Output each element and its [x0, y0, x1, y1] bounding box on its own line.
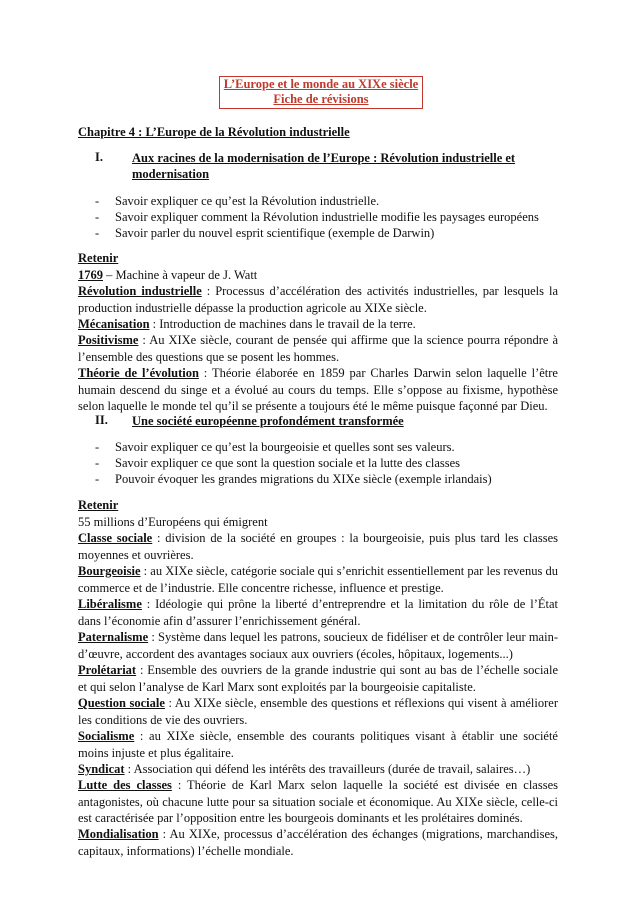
definition-text: : Introduction de machines dans le travail de la terre.	[149, 317, 416, 331]
title-box	[219, 76, 423, 109]
definition-term: Bourgeoisie	[78, 564, 141, 578]
definition-text: : Au XIXe, processus d’accélération des échanges (migrations, marchandises, capitaux, informations) l’échelle mondiale.	[78, 827, 558, 858]
definition-term: Syndicat	[78, 762, 125, 776]
definition	[78, 695, 558, 728]
section-2-number: II.	[95, 413, 108, 427]
definition-term: Mondialisation	[78, 827, 159, 841]
definition	[78, 777, 558, 827]
emigration-fact: 55 millions d’Européens qui émigrent	[78, 515, 268, 529]
definition	[78, 365, 558, 415]
definition	[78, 761, 558, 778]
definition	[78, 629, 558, 662]
definition-term: Révolution industrielle	[78, 284, 202, 298]
definition	[78, 662, 558, 695]
definition-term: Question sociale	[78, 696, 165, 710]
definition-term: Libéralisme	[78, 597, 142, 611]
definition	[78, 332, 558, 365]
bullet-text: Savoir expliquer ce qu’est la bourgeoisie et quelles sont ses valeurs.	[115, 440, 455, 454]
definition	[78, 267, 558, 284]
definition-text: : Processus d’accélération des activités industrielles, par lesquels la production industrielle dépasse la production agricole au XIXe siècle.	[78, 284, 558, 315]
definition-term: Paternalisme	[78, 630, 149, 644]
definition-text: : Ensemble des ouvriers de la grande industrie qui sont au bas de l’échelle sociale et qui selon l’analyse de Karl Marx sont exploités par la bourgeoisie capitaliste.	[78, 663, 558, 694]
definition	[78, 563, 558, 596]
definition-term: Théorie de l’évolution	[78, 366, 199, 380]
definition-term: 1769	[78, 268, 103, 282]
bullet-text: Savoir parler du nouvel esprit scientifique (exemple de Darwin)	[115, 226, 435, 240]
section-2-title: Une société européenne profondément transformée	[132, 414, 404, 428]
definition-text: : au XIXe siècle, catégorie sociale qui s’enrichit essentiellement par les revenus du commerce et de l’industrie. Elle concentre richesse, influence et prestige.	[78, 564, 558, 595]
definition	[78, 728, 558, 761]
chapter-heading: Chapitre 4 : L’Europe de la Révolution industrielle	[78, 125, 350, 139]
document-page: L’Europe et le monde au XIXe siècle Fiche de révisions Chapitre 4 : L’Europe de la Révolution industrielle I. Aux racines de la modernisation de l’Europe : Révolution industrielle et modernisation - Savoir expliquer ce qu’est la Révolution industrielle. - Savoir expliquer comment la Révolution industrielle modifie les paysages européens - Savoir parler du nouvel esprit scientifique (exemple de Darwin) Retenir 1769 – Machine à vapeur de J. Watt Révolution industrielle : Processus d’accélération des activités industrielles, par lesquels la production industrielle dépasse la production agricole au XIXe siècle. Mécanisation : Introduction de machines dans le travail de la terre. Positivisme : Au XIXe siècle, courant de pensée qui affirme que la science pourra répondre à l’ensemble des questions que se posent les hommes. Théorie de l’évolution : Théorie élaborée en 1859 par Charles Darwin selon laquelle l’être humain descend du singe et a évolué au cours du temps. Elle s’oppose au fixisme, hypothèse selon laquelle le monde tel qu’il se présente a toujours été le même puisque façonné par Dieu. II. Une société européenne profondément transformée - Savoir expliquer ce qu’est la bourgeoisie et quelles sont ses valeurs. - Savoir expliquer ce que sont la question sociale et la lutte des classes - Pouvoir évoquer les grandes migrations du XIXe siècle (exemple irlandais) Retenir 55 millions d’Européens qui émigrent Classe sociale : division de la société en groupes : la bourgeoisie, puis plus tard les classes moyennes et ouvrières. Bourgeoisie : au XIXe siècle, catégorie sociale qui s’enrichit essentiellement par les revenus du commerce et de l’industrie. Elle concentre richesse, influence et prestige. Libéralisme : Idéologie qui prône la liberté d’entreprendre et la limitation du rôle de l’État dans l’économie afin d’assurer l’enrichissement général. Paternalisme : Système dans lequel les patrons, soucieux de fidéliser et de contrôler leur main-d’œuvre, accordent des avantages sociaux aux ouvriers (écoles, hôpitaux, logements...) Prolétariat : Ensemble des ouvriers de la grande industrie qui sont au bas de l’échelle sociale et qui selon l’analyse de Karl Marx sont exploités par la bourgeoisie capitaliste. Question sociale : Au XIXe siècle, ensemble des questions et réflexions qui visent à améliorer les conditions de vie des ouvriers. Socialisme : au XIXe siècle, ensemble des courants politiques visant à établir une société moins injuste et plus égalitaire. Syndicat : Association qui défend les intérêts des travailleurs (durée de travail, salaires…) Lutte des classes : Théorie de Karl Marx selon laquelle la société est divisée en classes antagonistes, où chacune lutte pour sa situation sociale et économique. Au XIXe siècle, celle-ci est caractérisée par l’opposition entre les bourgeois dominants et les prolétaires dominés. Mondialisation : Au XIXe, processus d’accélération des échanges (migrations, marchandises, capitaux, informations) l’échelle mondiale.	[78, 77, 558, 858]
definition	[78, 316, 558, 333]
definition-text: : Au XIXe siècle, ensemble des questions et réflexions qui visent à améliorer les conditions de vie des ouvriers.	[78, 696, 558, 727]
definition-text: : Théorie de Karl Marx selon laquelle la société est divisée en classes antagonistes, où chacune lutte pour sa situation sociale et économique. Au XIXe siècle, celle-ci est caractérisée par l’opposition entre les bourgeois dominants et les prolétaires dominés.	[78, 778, 558, 825]
page-subtitle: Fiche de révisions	[273, 92, 369, 106]
definition-term: Mécanisation	[78, 317, 150, 331]
retenir-heading: Retenir	[78, 251, 119, 265]
retenir-heading: Retenir	[78, 498, 119, 512]
definition	[78, 283, 558, 316]
section-1-number: I.	[95, 150, 103, 164]
page-title: L’Europe et le monde au XIXe siècle	[223, 77, 419, 91]
definition-text: – Machine à vapeur de J. Watt	[103, 268, 258, 282]
bullet-text: Savoir expliquer ce que sont la question sociale et la lutte des classes	[115, 456, 461, 470]
definition	[78, 596, 558, 629]
definition-text: : Théorie élaborée en 1859 par Charles Darwin selon laquelle l’être humain descend du singe et a évolué au cours du temps. Elle s’oppose au fixisme, hypothèse selon laquelle le monde tel qu’il se présente a toujours été le même puisque façonné par Dieu.	[78, 366, 558, 413]
definition-text: : au XIXe siècle, ensemble des courants politiques visant à établir une société moins injuste et plus égalitaire.	[78, 729, 558, 760]
definition-term: Socialisme	[78, 729, 135, 743]
definition	[78, 826, 558, 859]
definition-text: : division de la société en groupes : la bourgeoisie, puis plus tard les classes moyennes et ouvrières.	[78, 531, 558, 562]
bullet-text: Pouvoir évoquer les grandes migrations du XIXe siècle (exemple irlandais)	[115, 472, 492, 486]
definition-text: : Au XIXe siècle, courant de pensée qui affirme que la science pourra répondre à l’ensemble des questions que se posent les hommes.	[78, 333, 558, 364]
bullet-text: Savoir expliquer ce qu’est la Révolution industrielle.	[115, 194, 380, 208]
definition	[78, 530, 558, 563]
section-1-title: Aux racines de la modernisation de l’Europe : Révolution industrielle et modernisation	[132, 151, 516, 181]
bullet-text: Savoir expliquer comment la Révolution industrielle modifie les paysages européens	[115, 210, 539, 224]
definition-term: Lutte des classes	[78, 778, 172, 792]
definition-term: Positivisme	[78, 333, 139, 347]
definition-term: Prolétariat	[78, 663, 137, 677]
definition-text: : Association qui défend les intérêts des travailleurs (durée de travail, salaires…)	[124, 762, 531, 776]
definition-text: : Idéologie qui prône la liberté d’entreprendre et la limitation du rôle de l’État dans l’économie afin d’assurer l’enrichissement général.	[78, 597, 558, 628]
definition-term: Classe sociale	[78, 531, 153, 545]
definition-text: : Système dans lequel les patrons, soucieux de fidéliser et de contrôler leur main-d’œuvre, accordent des avantages sociaux aux ouvriers (écoles, hôpitaux, logements...)	[78, 630, 558, 661]
